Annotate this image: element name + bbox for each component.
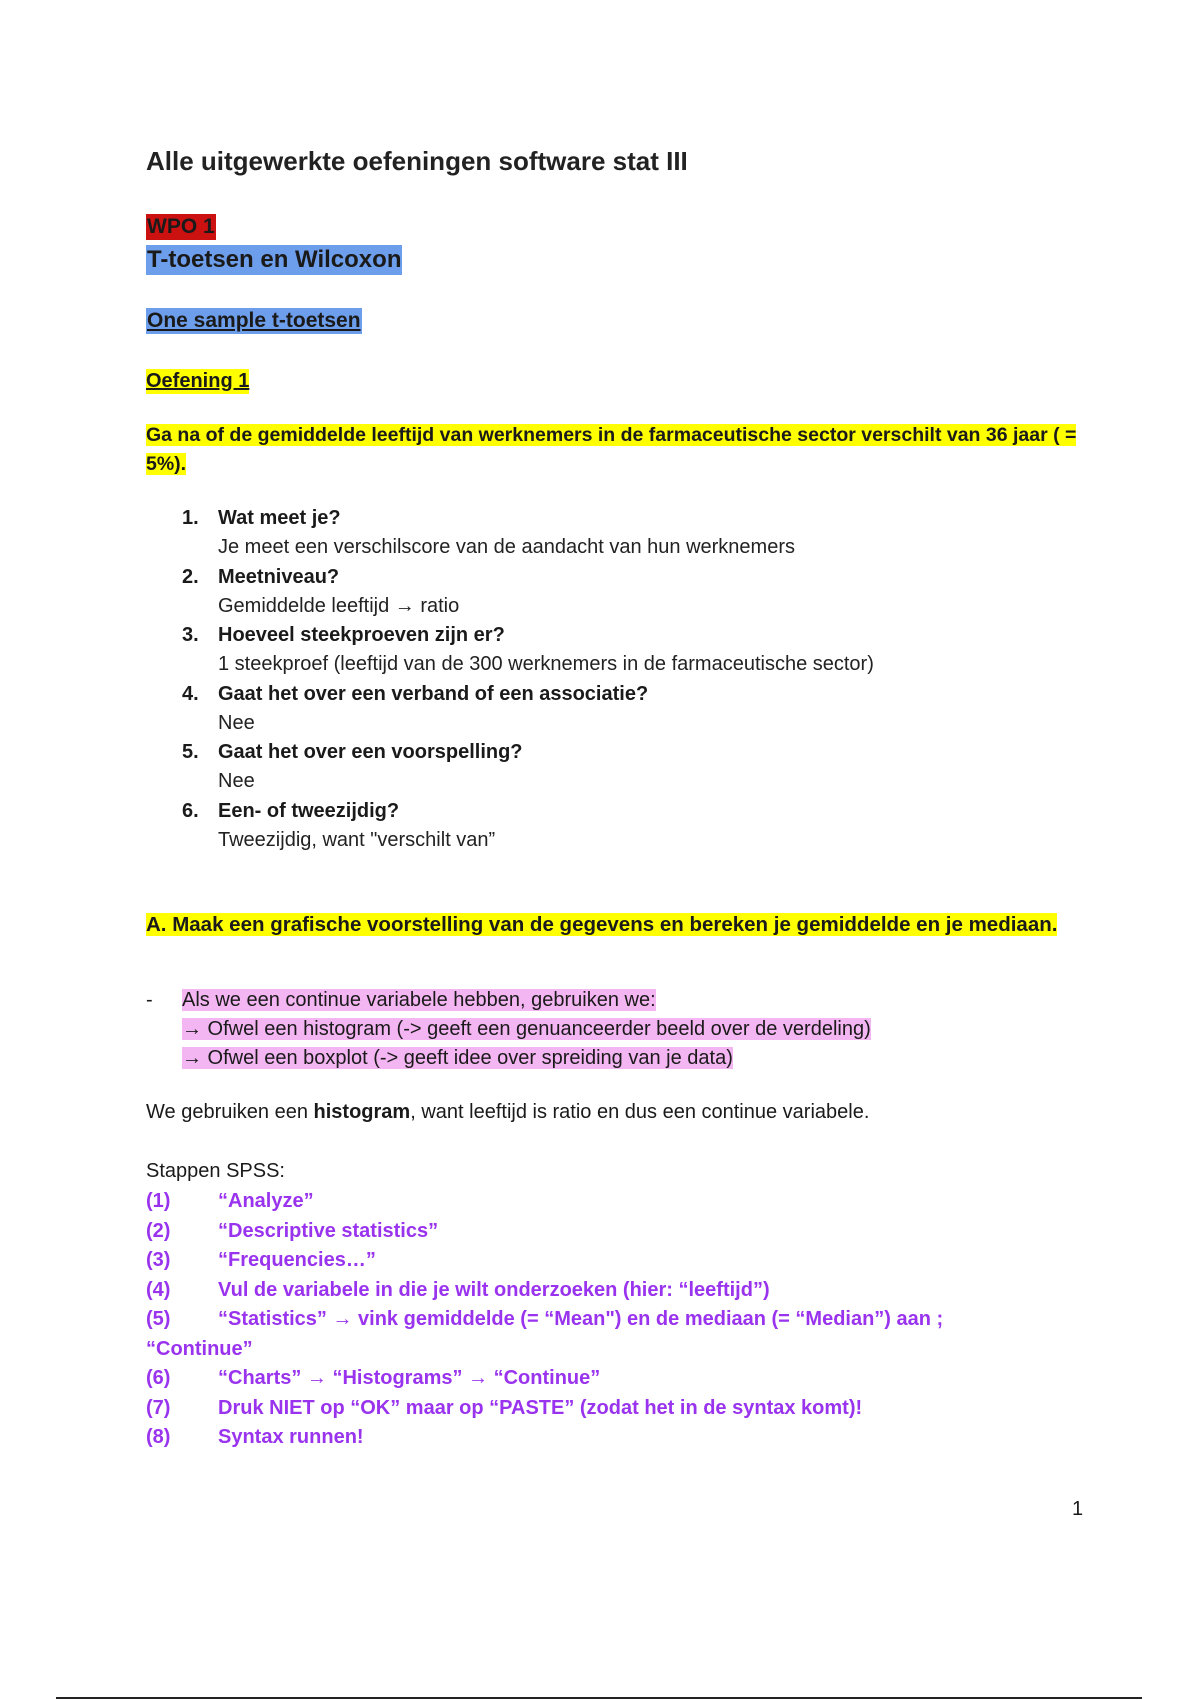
checklist-item: [182, 504, 1082, 563]
wpo-label: WPO 1: [147, 215, 215, 238]
bullet-line-text: Als we een continue variabele hebben, gebruiken we:: [182, 989, 656, 1011]
steps-title: Stappen SPSS:: [146, 1160, 285, 1182]
step-text: “Descriptive statistics”: [218, 1219, 439, 1242]
bullet-dash: -: [146, 989, 153, 1011]
checklist: [182, 504, 1082, 855]
checklist-item: [182, 563, 1082, 622]
checklist-answer: Nee: [218, 770, 255, 792]
spss-step: [146, 1187, 1086, 1217]
step-number: (4): [146, 1278, 171, 1301]
checklist-number: 6.: [182, 799, 199, 822]
bullet-line: [182, 986, 1062, 1015]
step-number: (3): [146, 1249, 171, 1271]
checklist-answer: Gemiddelde leeftijd → ratio: [218, 594, 460, 617]
step-number: (7): [146, 1396, 171, 1419]
page-number: 1: [1072, 1498, 1084, 1520]
spss-step: [146, 1364, 1086, 1394]
checklist-number: 2.: [182, 565, 199, 588]
step-text: “Frequencies…”: [218, 1249, 376, 1271]
checklist-number: 1.: [182, 507, 199, 529]
exercise-question: [146, 421, 1096, 479]
paragraph-before: We gebruiken een: [146, 1101, 314, 1123]
footer-divider: [56, 1697, 1142, 1699]
spss-steps: [146, 1187, 1086, 1453]
checklist-item: [182, 621, 1082, 680]
part-a-heading: [146, 910, 1096, 939]
part-a-text: A. Maak een grafische voorstelling van de gegevens en bereken je gemiddelde en je mediaan.: [146, 913, 1058, 936]
bullet-line: [182, 1044, 1062, 1073]
step-text: Druk NIET op “OK” maar op “PASTE” (zodat het in de syntax komt)!: [218, 1396, 863, 1419]
checklist-question: Gaat het over een verband of een associatie?: [218, 682, 649, 705]
subsection-title: One sample t-toetsen: [147, 309, 361, 332]
bullet-line: [182, 1015, 1062, 1044]
checklist-answer: 1 steekproef (leeftijd van de 300 werknemers in de farmaceutische sector): [218, 653, 874, 675]
checklist-question: Meetniveau?: [218, 565, 340, 588]
spss-step: [146, 1394, 1086, 1424]
step-number: (2): [146, 1219, 171, 1242]
checklist-item: [182, 680, 1082, 739]
checklist-number: 5.: [182, 741, 199, 763]
histogram-paragraph: [146, 1098, 869, 1127]
bullet-line-text: → Ofwel een boxplot (-> geeft idee over spreiding van je data): [182, 1047, 733, 1069]
spss-step: [146, 1276, 1086, 1306]
bullet-line-text: → Ofwel een histogram (-> geeft een genuanceerder beeld over de verdeling): [182, 1018, 871, 1040]
exercise-question-text: Ga na of de gemiddelde leeftijd van werknemers in de farmaceutische sector verschilt van 36 jaar ( = 5%).: [146, 424, 1077, 475]
spss-step: [146, 1305, 1086, 1335]
step-text: “Charts” → “Histograms” → “Continue”: [218, 1367, 601, 1389]
paragraph-bold: histogram: [313, 1101, 411, 1123]
checklist-number: 3.: [182, 624, 199, 646]
step-text: “Statistics” → vink gemiddelde (= “Mean") en de mediaan (= “Median”) aan ;: [218, 1308, 944, 1330]
step-number: (1): [146, 1190, 171, 1212]
checklist-question: Een- of tweezijdig?: [218, 799, 400, 822]
step-number: (6): [146, 1367, 171, 1389]
checklist-question: Wat meet je?: [218, 507, 341, 529]
step-text: “Analyze”: [218, 1190, 314, 1212]
step-number: (5): [146, 1308, 171, 1330]
checklist-item: [182, 738, 1082, 797]
step-text: Syntax runnen!: [218, 1426, 364, 1448]
checklist-item: [182, 797, 1082, 856]
step-number: (8): [146, 1426, 171, 1448]
spss-step: [146, 1217, 1086, 1247]
checklist-answer: Tweezijdig, want "verschilt van”: [218, 828, 496, 851]
spss-step: [146, 1423, 1086, 1453]
checklist-question: Hoeveel steekproeven zijn er?: [218, 624, 505, 646]
checklist-answer: Je meet een verschilscore van de aandacht van hun werknemers: [218, 536, 795, 558]
bullet-block: [182, 986, 1062, 1073]
step-text: Vul de variabele in die je wilt onderzoeken (hier: “leeftijd”): [218, 1278, 770, 1301]
checklist-answer: Nee: [218, 711, 255, 734]
checklist-number: 4.: [182, 682, 199, 705]
checklist-question: Gaat het over een voorspelling?: [218, 741, 523, 763]
section-title: T-toetsen en Wilcoxon: [147, 246, 402, 273]
exercise-title: Oefening 1: [146, 370, 250, 392]
paragraph-after: , want leeftijd is ratio en dus een continue variabele.: [410, 1101, 870, 1123]
document-title: Alle uitgewerkte oefeningen software stat III: [146, 146, 688, 176]
step-continuation: “Continue”: [146, 1337, 253, 1360]
spss-step: [146, 1246, 1086, 1276]
